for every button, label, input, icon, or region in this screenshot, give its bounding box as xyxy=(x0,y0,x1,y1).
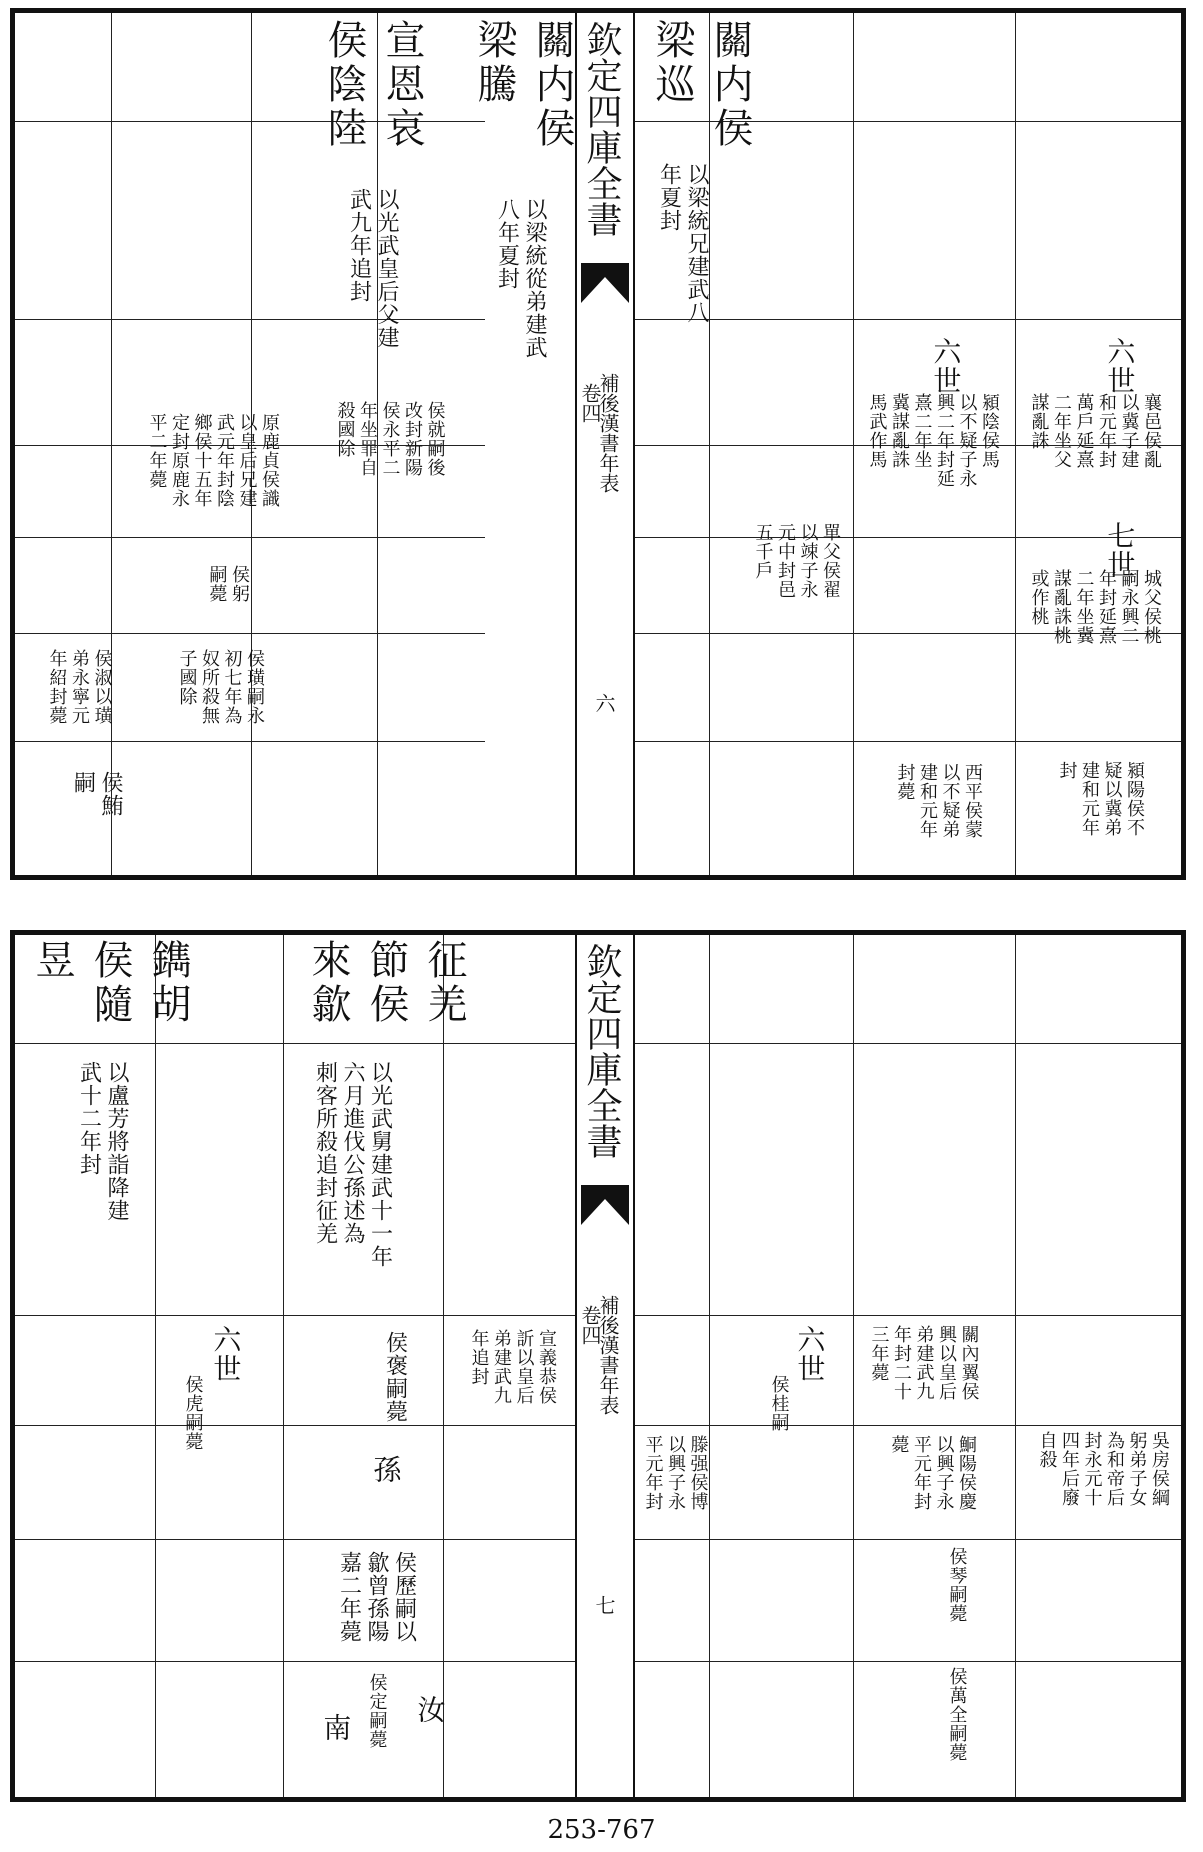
entry-note: 宣義恭侯 訢以皇后 弟建武九 年追封 xyxy=(468,1329,557,1405)
entry-note: 原鹿貞侯識 以皇后兄建 武元年封陰 鄉侯十五年 定封原鹿永 平二年薨 xyxy=(146,413,280,508)
entry-name: 鐫胡 侯隨 昱 xyxy=(29,939,191,1027)
entry-note: 潁陰侯馬 以不疑子永 興二年封延 熹二年坐 冀謀亂誅 馬武作馬 xyxy=(866,393,1000,488)
entry-note: 侯萬全嗣薨 xyxy=(946,1667,968,1762)
spine-title: 欽定四庫全書 xyxy=(581,943,622,1159)
entry-note: 以梁統從弟建武 八年夏封 xyxy=(494,198,547,359)
entry-note: 以梁統兄建武八 年夏封 xyxy=(656,163,709,324)
entry-note: 南 xyxy=(319,1713,353,1742)
entry-note: 以盧芳將詣降建 武十二年封 xyxy=(76,1061,129,1222)
entry-note: 鮦陽侯慶 以興子永 平元年封 薨 xyxy=(888,1435,977,1511)
generation-label: 六世 xyxy=(209,1325,243,1383)
generation-label: 六世 xyxy=(793,1325,827,1383)
entry-note: 汝 xyxy=(413,1695,447,1724)
entry-note: 以光武皇后父建 武九年追封 xyxy=(346,188,399,349)
generation-label: 六世 xyxy=(1103,337,1137,395)
entry-name: 宣恩哀 侯陰陸 xyxy=(321,19,425,151)
entry-name: 關内侯 梁騰 xyxy=(471,19,575,151)
spine-folio: 六 xyxy=(592,693,616,713)
entry-note: 侯躬 嗣薨 xyxy=(206,565,250,603)
fishtail-ornament-icon xyxy=(581,263,629,303)
spine-book-title: 補後漢書年表 xyxy=(596,1295,620,1415)
entry-note: 侯桂嗣 xyxy=(768,1375,790,1432)
entry-name: 征羌 節侯 來歙 xyxy=(305,939,467,1027)
entry-note: 孫 xyxy=(369,1455,403,1484)
fishtail-ornament-icon xyxy=(581,1185,629,1225)
entry-note: 侯淑以璜 弟永寧元 年紹封薨 xyxy=(46,649,113,725)
entry-note: 吳房侯綱 躬弟子女 為和帝后 封永元十 四年后廢 自殺 xyxy=(1036,1431,1170,1507)
book-spine xyxy=(575,13,635,875)
entry-note: 侯就嗣後 改封新陽 侯永平二 年坐罪自 殺國除 xyxy=(334,401,446,477)
entry-note: 侯定嗣薨 xyxy=(366,1673,388,1749)
entry-note: 侯褒嗣薨 xyxy=(382,1331,408,1423)
spine-title: 欽定四庫全書 xyxy=(581,21,622,237)
generation-label: 六世 xyxy=(929,337,963,395)
entry-note: 侯歷嗣以 歙曾孫陽 嘉二年薨 xyxy=(336,1551,417,1643)
entry-note: 侯鮪 嗣 xyxy=(70,771,123,817)
spine-folio: 七 xyxy=(592,1595,616,1615)
entry-note: 單父侯翟 以竦子永 元中封邑 五千戶 xyxy=(752,523,841,599)
entry-note: 西平侯蒙 以不疑弟 建和元年 封薨 xyxy=(894,763,983,839)
entry-note: 關內翼侯 興以皇后 弟建武九 年封二十 三年薨 xyxy=(868,1325,980,1401)
entry-note: 襄邑侯亂 以冀子建 和元年封 萬戶延熹 二年坐父 謀亂誅 xyxy=(1028,393,1162,469)
upper-table-page xyxy=(10,8,1186,880)
entry-note: 侯琴嗣薨 xyxy=(946,1547,968,1623)
entry-note: 滕强侯博 以興子永 平元年封 xyxy=(642,1435,709,1511)
spine-volume: 卷四 xyxy=(578,1305,602,1345)
entry-note: 城父侯桃 嗣永興二 年封延熹 二年坐冀 謀亂誅桃 或作桃 xyxy=(1028,569,1162,645)
entry-note: 潁陽侯不 疑以冀弟 建和元年 封 xyxy=(1056,761,1145,837)
lower-table-page xyxy=(10,930,1186,1802)
book-spine xyxy=(575,935,635,1797)
entry-note: 以光武舅建武十一年 六月進伐公孫述為 刺客所殺追封征羌 xyxy=(312,1061,393,1268)
spine-book-title: 補後漢書年表 xyxy=(596,373,620,493)
entry-name: 關内侯 梁巡 xyxy=(649,19,753,151)
page-number: 253-767 xyxy=(547,1815,656,1845)
spine-volume: 卷四 xyxy=(578,383,602,423)
generation-label: 七世 xyxy=(1103,521,1137,579)
entry-note: 侯虎嗣薨 xyxy=(182,1375,204,1451)
entry-note: 侯璜嗣永 初七年為 奴所殺無 子國除 xyxy=(176,649,265,725)
